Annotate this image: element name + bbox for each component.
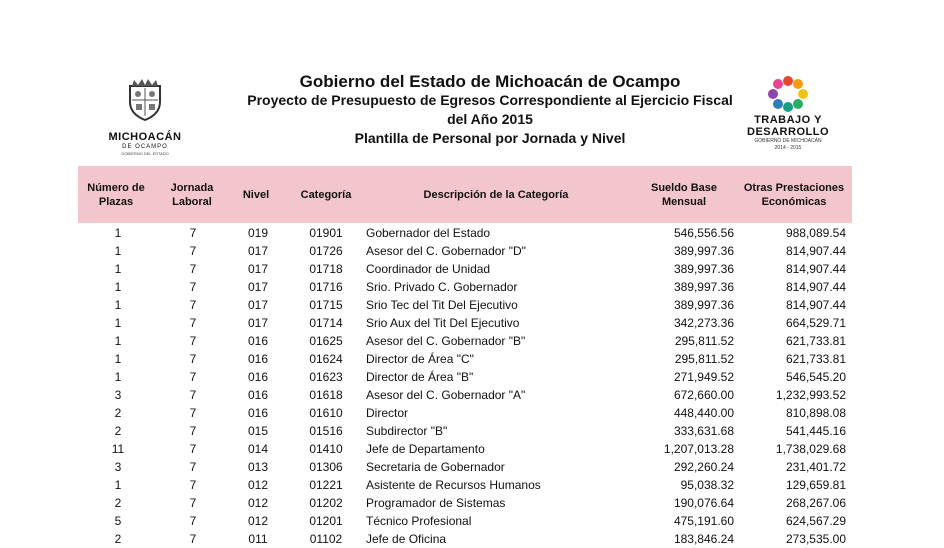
cell-prestaciones: 814,907.44 <box>785 298 846 312</box>
table-row <box>0 368 944 386</box>
cell-nivel: 017 <box>247 280 269 294</box>
cell-descripcion: Srio Aux del Tit Del Ejecutivo <box>366 316 520 330</box>
logo-right-line4: 2014 - 2015 <box>774 145 802 151</box>
cell-prestaciones: 231,401.72 <box>785 460 846 474</box>
cell-categoria: 01623 <box>309 370 343 384</box>
cell-prestaciones: 814,907.44 <box>785 244 846 258</box>
cell-prestaciones: 621,733.81 <box>785 352 846 366</box>
cell-categoria: 01516 <box>309 424 343 438</box>
table-body <box>0 224 944 548</box>
cell-descripcion: Coordinador de Unidad <box>366 262 491 276</box>
cell-prestaciones: 1,232,993.52 <box>775 388 846 402</box>
cell-sueldo: 295,811.52 <box>674 334 734 348</box>
table-row <box>0 386 944 404</box>
table-row <box>0 404 944 422</box>
cell-sueldo: 389,997.36 <box>673 298 734 312</box>
cell-nivel: 013 <box>247 460 269 474</box>
cell-categoria: 01625 <box>309 334 343 348</box>
cell-plazas: 1 <box>114 262 122 276</box>
cell-plazas: 1 <box>114 298 122 312</box>
cell-plazas: 2 <box>114 532 122 546</box>
logo-left-tiny: GOBIERNO DEL ESTADO <box>121 151 169 156</box>
cell-jornada: 7 <box>189 424 197 438</box>
cell-jornada: 7 <box>189 460 197 474</box>
table-row <box>0 440 944 458</box>
cell-jornada: 7 <box>189 298 197 312</box>
cell-sueldo: 333,631.68 <box>673 424 734 438</box>
document-header <box>160 72 820 148</box>
flower-logo-icon <box>760 74 816 114</box>
cell-sueldo: 475,191.60 <box>673 514 734 528</box>
cell-jornada: 7 <box>189 478 197 492</box>
logo-right-line2: DESARROLLO <box>747 126 829 138</box>
cell-prestaciones: 546,545.20 <box>785 370 846 384</box>
cell-descripcion: Asesor del C. Gobernador "A" <box>366 388 526 402</box>
cell-sueldo: 183,846.24 <box>673 532 734 546</box>
cell-prestaciones: 814,907.44 <box>785 262 846 276</box>
table-row <box>0 242 944 260</box>
cell-categoria: 01410 <box>309 442 343 456</box>
cell-categoria: 01618 <box>309 388 343 402</box>
table-header <box>78 166 852 223</box>
cell-nivel: 017 <box>247 244 269 258</box>
header-descripcion: Descripción de la Categoría <box>423 188 569 201</box>
header-prestaciones: Otras Prestaciones Económicas <box>743 181 845 208</box>
cell-sueldo: 292,260.24 <box>673 460 734 474</box>
cell-categoria: 01624 <box>309 352 343 366</box>
cell-sueldo: 389,997.36 <box>673 280 734 294</box>
cell-sueldo: 448,440.00 <box>673 406 734 420</box>
cell-categoria: 01718 <box>309 262 343 276</box>
cell-plazas: 3 <box>114 460 122 474</box>
document-year: del Año 2015 <box>447 111 533 127</box>
cell-categoria: 01102 <box>309 532 343 546</box>
cell-jornada: 7 <box>189 352 197 366</box>
cell-descripcion: Srio Tec del Tit Del Ejecutivo <box>366 298 518 312</box>
table-row <box>0 458 944 476</box>
cell-jornada: 7 <box>189 514 197 528</box>
cell-plazas: 1 <box>114 244 122 258</box>
cell-nivel: 016 <box>247 370 269 384</box>
cell-jornada: 7 <box>189 244 197 258</box>
cell-plazas: 1 <box>114 226 122 240</box>
table-row <box>0 476 944 494</box>
cell-categoria: 01714 <box>309 316 343 330</box>
cell-nivel: 019 <box>247 226 269 240</box>
cell-nivel: 017 <box>247 262 269 276</box>
cell-plazas: 1 <box>114 370 122 384</box>
cell-sueldo: 1,207,013.28 <box>663 442 734 456</box>
cell-jornada: 7 <box>189 406 197 420</box>
cell-nivel: 016 <box>247 334 269 348</box>
cell-descripcion: Asistente de Recursos Humanos <box>366 478 541 492</box>
cell-descripcion: Técnico Profesional <box>366 514 472 528</box>
cell-descripcion: Subdirector "B" <box>366 424 448 438</box>
cell-prestaciones: 268,267.06 <box>785 496 846 510</box>
cell-descripcion: Asesor del C. Gobernador "D" <box>366 244 526 258</box>
cell-nivel: 012 <box>247 496 269 510</box>
cell-categoria: 01715 <box>309 298 343 312</box>
table-row <box>0 332 944 350</box>
table-row <box>0 530 944 548</box>
cell-plazas: 1 <box>114 478 122 492</box>
cell-prestaciones: 988,089.54 <box>785 226 846 240</box>
cell-nivel: 016 <box>247 352 269 366</box>
cell-descripcion: Director de Área "C" <box>366 352 474 366</box>
table-row <box>0 350 944 368</box>
cell-nivel: 015 <box>247 424 269 438</box>
cell-jornada: 7 <box>189 316 197 330</box>
cell-sueldo: 546,556.56 <box>673 226 734 240</box>
cell-sueldo: 271,949.52 <box>673 370 734 384</box>
cell-categoria: 01221 <box>309 478 343 492</box>
document-subtitle: Proyecto de Presupuesto de Egresos Correspondiente al Ejercicio Fiscal <box>247 92 733 108</box>
cell-plazas: 5 <box>114 514 122 528</box>
cell-nivel: 017 <box>247 316 269 330</box>
cell-jornada: 7 <box>189 226 197 240</box>
cell-jornada: 7 <box>189 532 197 546</box>
header-jornada: Jornada Laboral <box>170 181 214 208</box>
cell-nivel: 016 <box>247 406 269 420</box>
cell-jornada: 7 <box>189 280 197 294</box>
cell-nivel: 012 <box>247 514 269 528</box>
table-row <box>0 422 944 440</box>
header-nivel: Nivel <box>242 188 270 201</box>
cell-plazas: 2 <box>114 496 122 510</box>
cell-plazas: 1 <box>114 334 122 348</box>
cell-descripcion: Asesor del C. Gobernador "B" <box>366 334 526 348</box>
cell-categoria: 01201 <box>309 514 343 528</box>
cell-prestaciones: 624,567.29 <box>785 514 846 528</box>
cell-sueldo: 389,997.36 <box>673 244 734 258</box>
document-title: Gobierno del Estado de Michoacán de Ocampo <box>299 72 681 91</box>
cell-jornada: 7 <box>189 388 197 402</box>
cell-prestaciones: 1,738,029.68 <box>775 442 846 456</box>
header-plazas: Número de Plazas <box>87 181 145 208</box>
document-section-title: Plantilla de Personal por Jornada y Nivel <box>354 130 626 146</box>
cell-plazas: 1 <box>114 316 122 330</box>
cell-prestaciones: 664,529.71 <box>785 316 846 330</box>
cell-nivel: 016 <box>247 388 269 402</box>
header-sueldo: Sueldo Base Mensual <box>650 181 718 208</box>
table-row <box>0 512 944 530</box>
cell-categoria: 01610 <box>309 406 343 420</box>
cell-plazas: 1 <box>114 352 122 366</box>
cell-sueldo: 342,273.36 <box>673 316 734 330</box>
cell-plazas: 2 <box>114 406 122 420</box>
cell-descripcion: Programador de Sistemas <box>366 496 506 510</box>
cell-plazas: 2 <box>114 424 122 438</box>
table-row <box>0 260 944 278</box>
table-row <box>0 314 944 332</box>
cell-prestaciones: 814,907.44 <box>785 280 846 294</box>
logo-right-line3: GOBIERNO DE MICHOACÁN <box>754 138 822 144</box>
cell-plazas: 11 <box>111 442 125 456</box>
cell-jornada: 7 <box>189 262 197 276</box>
table-row <box>0 224 944 242</box>
logo-left-name: MICHOACÁN <box>108 131 182 143</box>
trabajo-desarrollo-logo <box>736 74 840 152</box>
cell-prestaciones: 810,898.08 <box>785 406 846 420</box>
cell-sueldo: 672,660.00 <box>673 388 734 402</box>
cell-plazas: 1 <box>114 280 122 294</box>
cell-nivel: 012 <box>247 478 269 492</box>
cell-descripcion: Director <box>366 406 409 420</box>
cell-categoria: 01716 <box>309 280 343 294</box>
cell-descripcion: Gobernador del Estado <box>366 226 491 240</box>
cell-categoria: 01202 <box>309 496 343 510</box>
cell-nivel: 011 <box>248 532 268 546</box>
cell-sueldo: 295,811.52 <box>674 352 734 366</box>
cell-prestaciones: 273,535.00 <box>785 532 846 546</box>
table-row <box>0 494 944 512</box>
cell-categoria: 01901 <box>309 226 343 240</box>
cell-descripcion: Director de Área "B" <box>366 370 474 384</box>
cell-sueldo: 95,038.32 <box>680 478 734 492</box>
cell-jornada: 7 <box>189 496 197 510</box>
cell-descripcion: Secretaria de Gobernador <box>366 460 505 474</box>
cell-nivel: 017 <box>247 298 269 312</box>
logo-right-line1: TRABAJO Y <box>754 114 822 126</box>
cell-nivel: 014 <box>247 442 269 456</box>
cell-descripcion: Jefe de Departamento <box>366 442 485 456</box>
cell-descripcion: Jefe de Oficina <box>366 532 447 546</box>
table-row <box>0 296 944 314</box>
cell-descripcion: Srio. Privado C. Gobernador <box>366 280 518 294</box>
cell-prestaciones: 541,445.16 <box>785 424 846 438</box>
header-categoria: Categoría <box>300 188 352 201</box>
cell-categoria: 01726 <box>309 244 343 258</box>
cell-categoria: 01306 <box>309 460 343 474</box>
logo-left-sub: DE OCAMPO <box>122 144 168 150</box>
table-row <box>0 278 944 296</box>
cell-sueldo: 190,076.64 <box>673 496 734 510</box>
cell-sueldo: 389,997.36 <box>673 262 734 276</box>
cell-jornada: 7 <box>189 442 197 456</box>
cell-prestaciones: 621,733.81 <box>785 334 846 348</box>
cell-jornada: 7 <box>189 334 197 348</box>
cell-plazas: 3 <box>114 388 122 402</box>
cell-prestaciones: 129,659.81 <box>785 478 846 492</box>
cell-jornada: 7 <box>189 370 197 384</box>
